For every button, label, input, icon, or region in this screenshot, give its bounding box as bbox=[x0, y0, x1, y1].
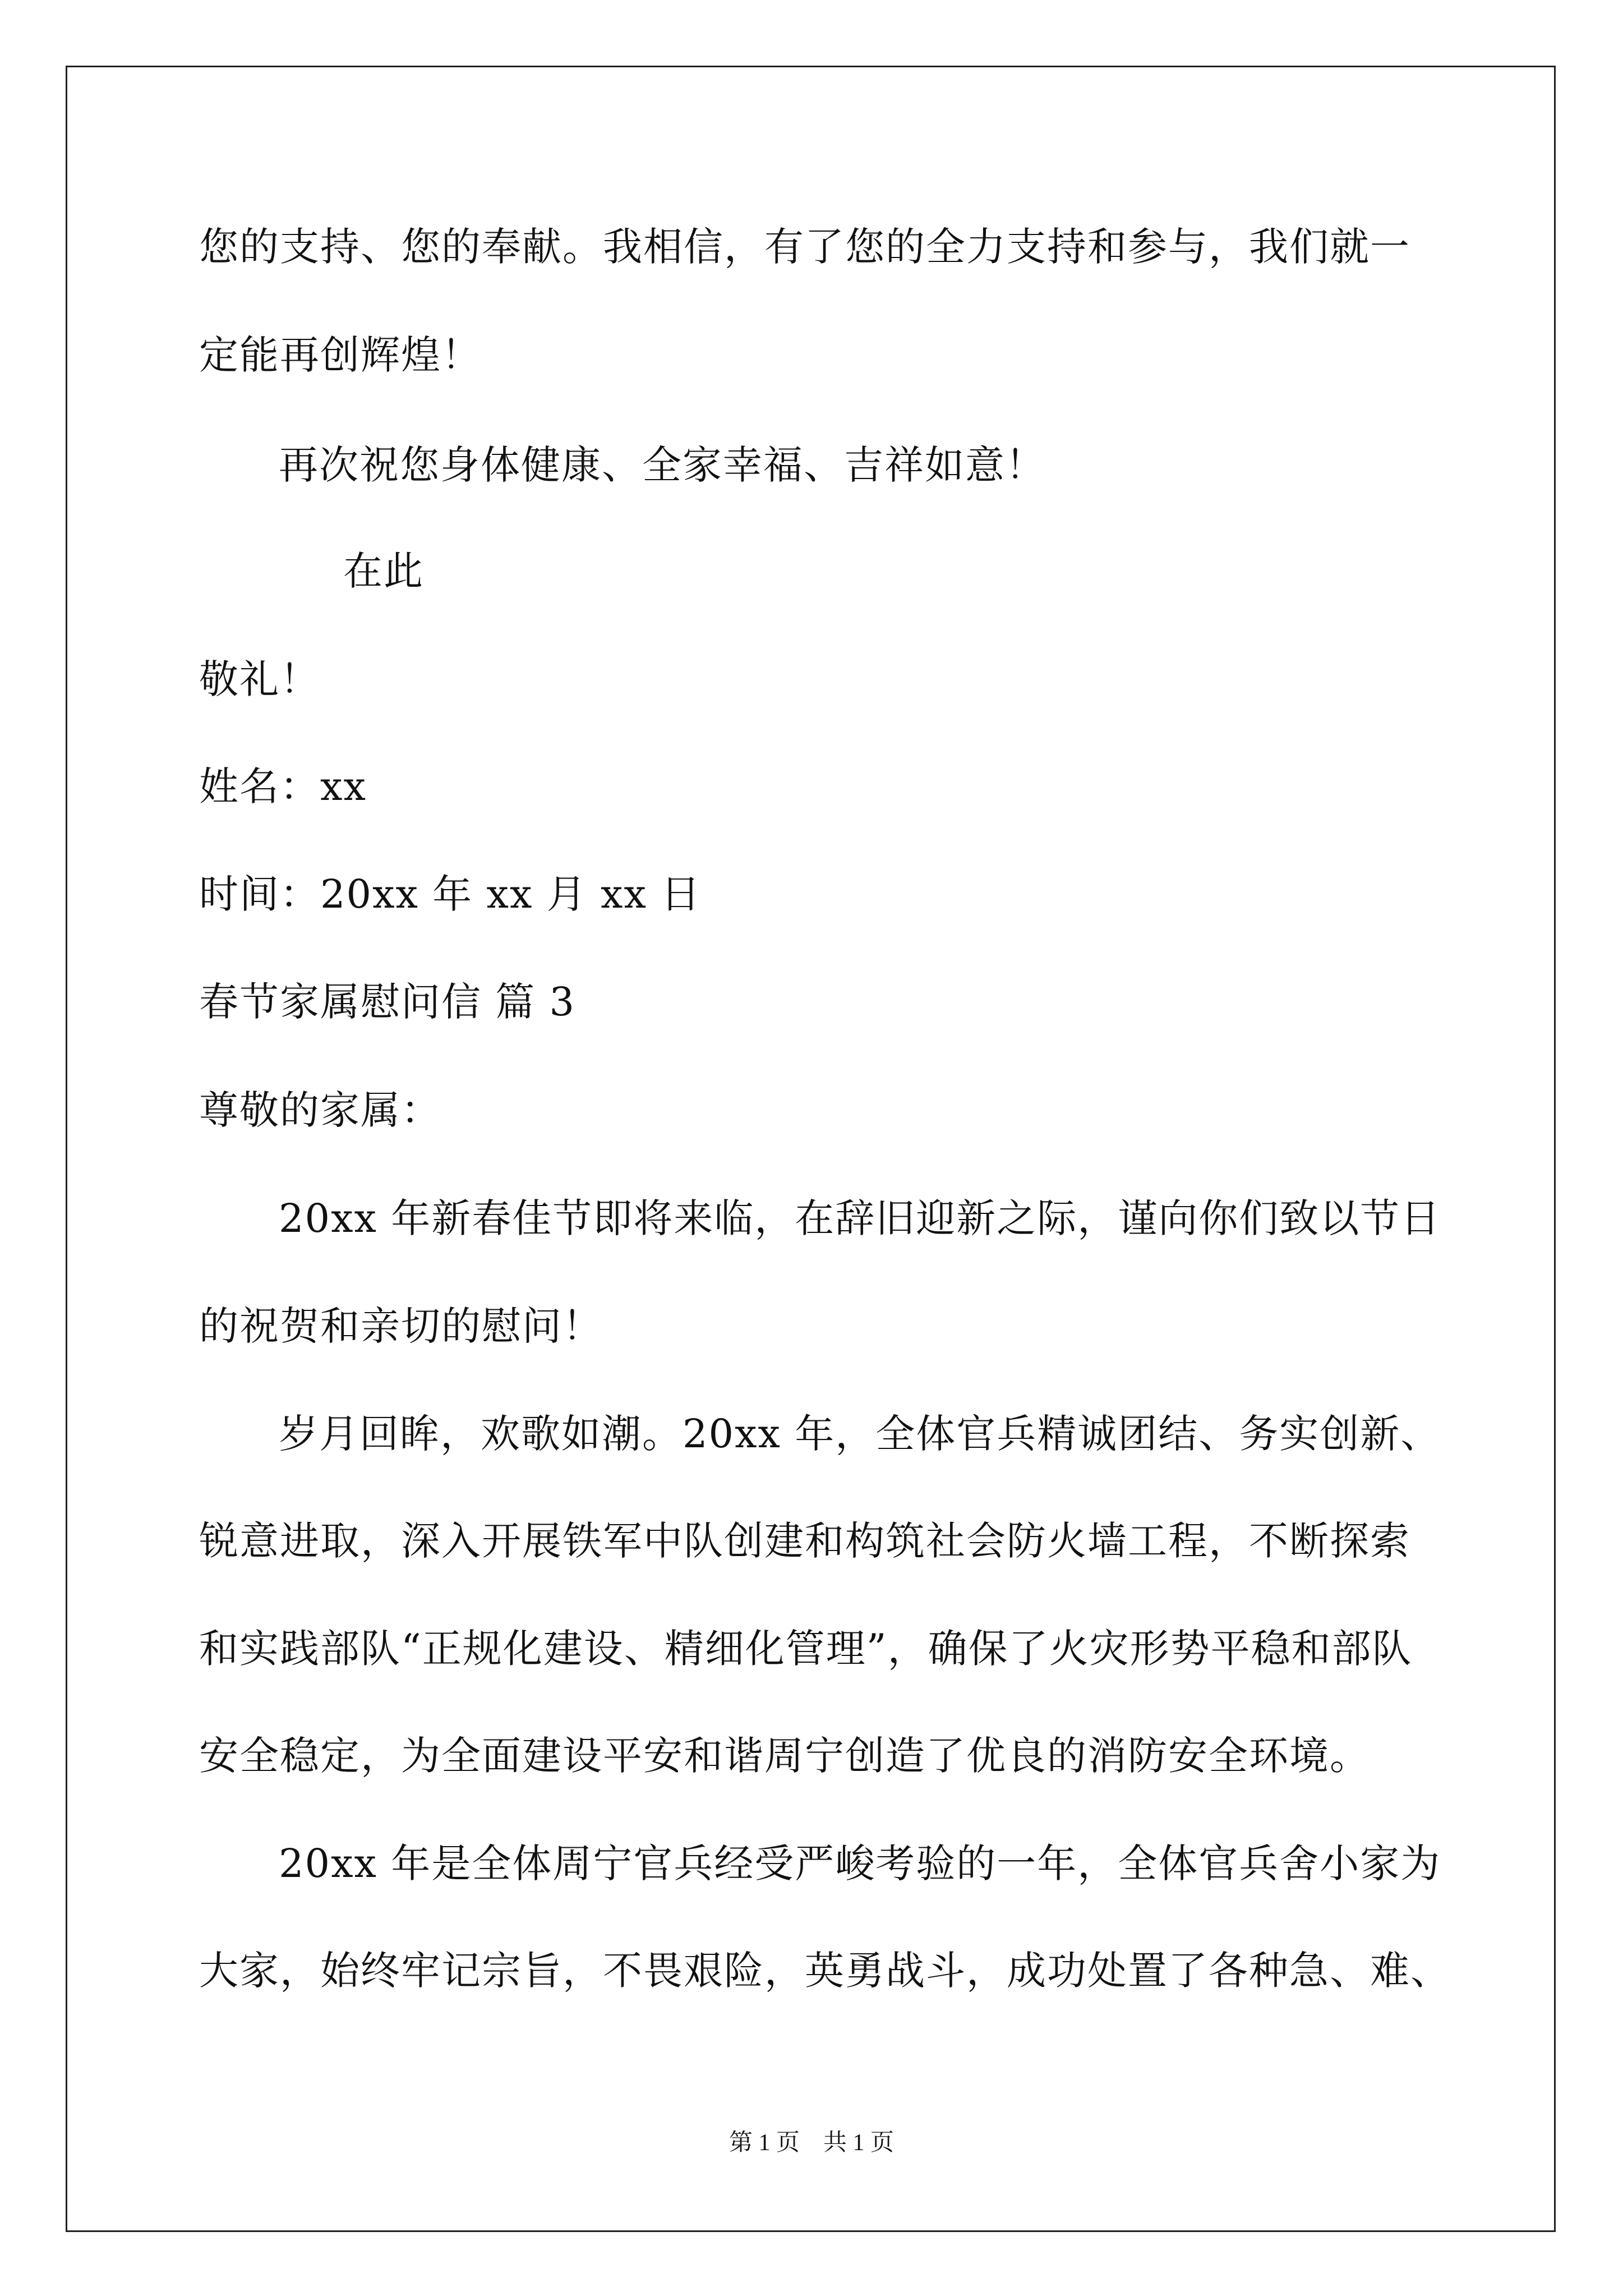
body-line: 20xx 年新春佳节即将来临，在辞旧迎新之际，谨向你们致以节日 bbox=[279, 1195, 1441, 1241]
body-line: 20xx 年是全体周宁官兵经受严峻考验的一年，全体官兵舍小家为 bbox=[279, 1841, 1441, 1887]
body-line: 定能再创辉煌！ bbox=[199, 332, 482, 378]
body-line: 岁月回眸，欢歌如潮。20xx 年，全体官兵精诚团结、务实创新、 bbox=[279, 1411, 1441, 1457]
page-border bbox=[66, 66, 1556, 2232]
signature-date: 时间：20xx 年 xx 月 xx 日 bbox=[199, 871, 702, 917]
body-line: 再次祝您身体健康、全家幸福、吉祥如意！ bbox=[279, 442, 1046, 488]
body-line: 您的支持、您的奉献。我相信，有了您的全力支持和参与，我们就一 bbox=[199, 224, 1410, 270]
closing-phrase: 在此 bbox=[343, 548, 424, 594]
section-heading: 春节家属慰问信 篇 3 bbox=[199, 979, 576, 1025]
body-line: 安全稳定，为全面建设平安和谐周宁创造了优良的消防安全环境。 bbox=[199, 1733, 1370, 1779]
body-line: 锐意进取，深入开展铁军中队创建和构筑社会防火墙工程，不断探索 bbox=[199, 1518, 1410, 1564]
body-line: 和实践部队“正规化建设、精细化管理”，确保了火灾形势平稳和部队 bbox=[199, 1626, 1413, 1672]
body-line: 大家，始终牢记宗旨，不畏艰险，英勇战斗，成功处置了各种急、难、 bbox=[199, 1948, 1451, 1994]
body-line: 的祝贺和亲切的慰问！ bbox=[199, 1303, 603, 1349]
signature-name: 姓名：xx bbox=[199, 763, 367, 809]
page-number-footer: 第 1 页 共 1 页 bbox=[728, 2130, 894, 2156]
salutation: 敬礼！ bbox=[199, 656, 320, 702]
greeting: 尊敬的家属： bbox=[199, 1087, 441, 1133]
